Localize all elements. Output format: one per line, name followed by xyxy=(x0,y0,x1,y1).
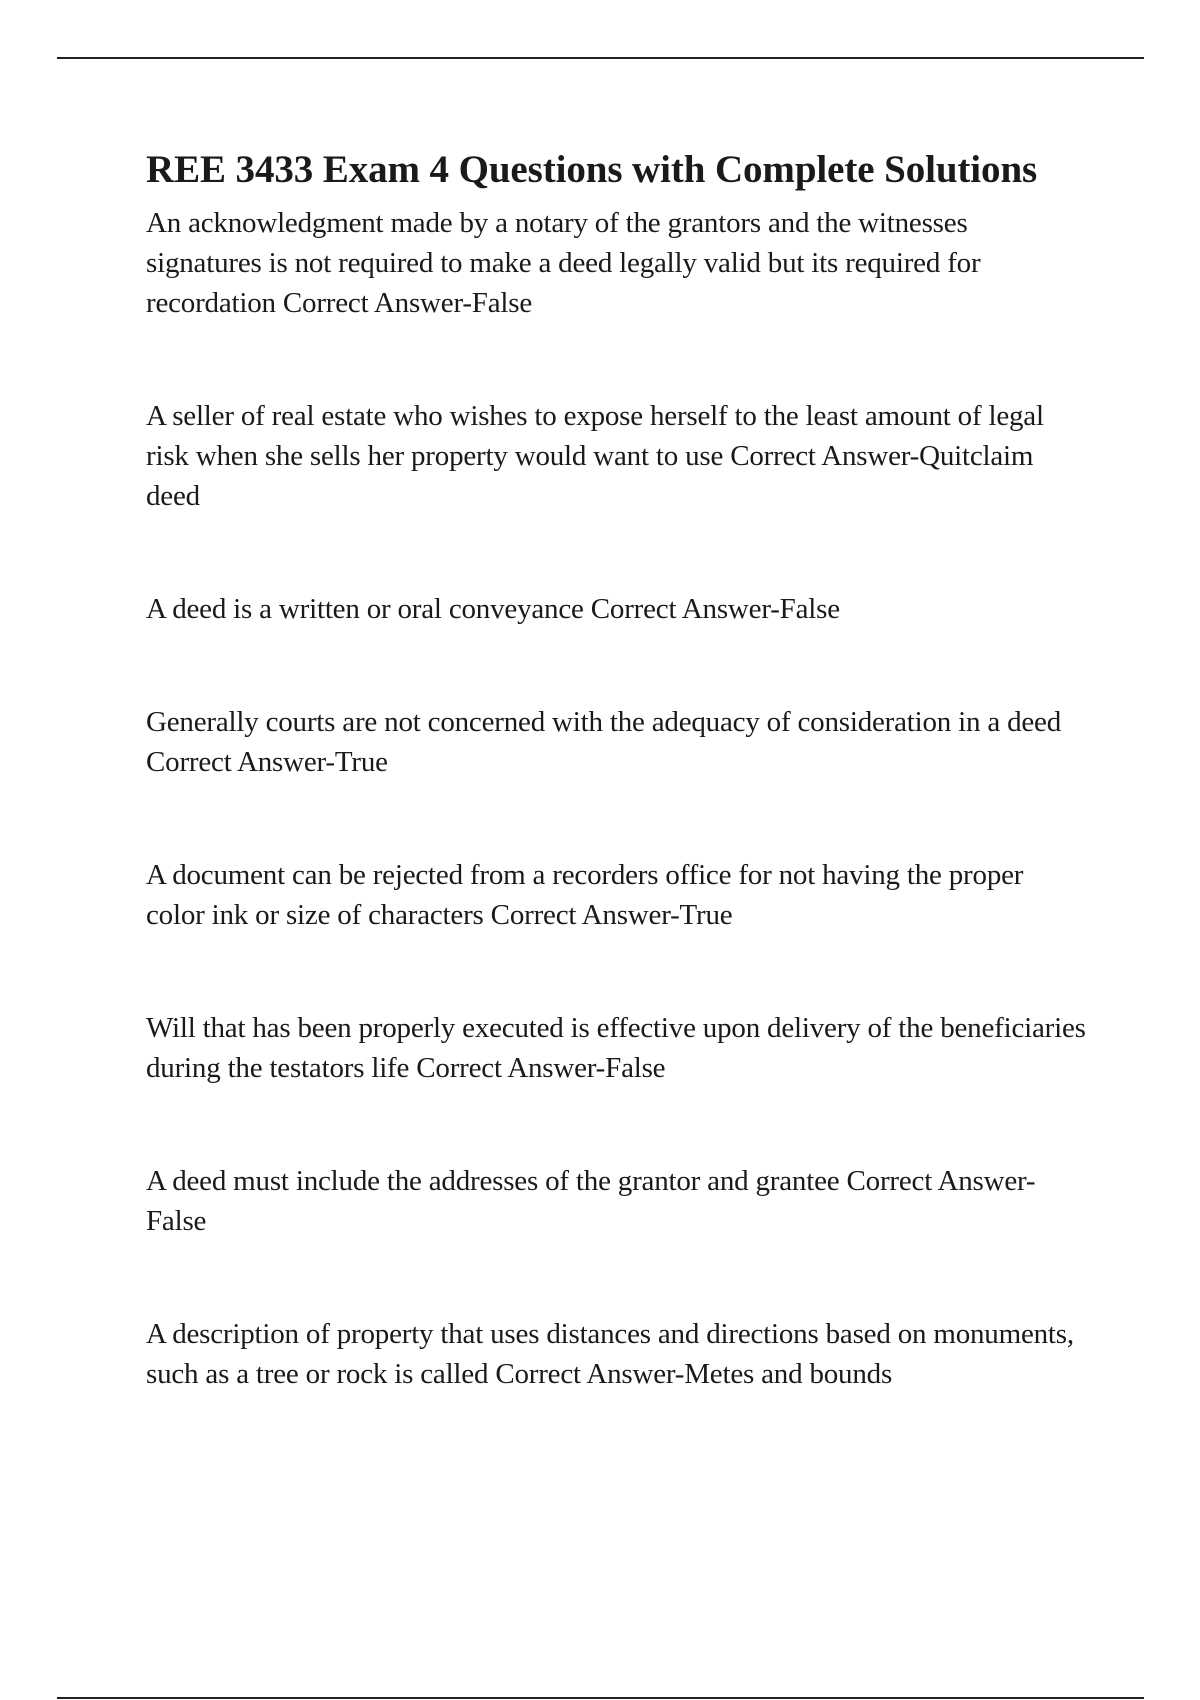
answer-text: Correct Answer-False xyxy=(146,1165,1036,1237)
qa-item xyxy=(146,396,1086,516)
qa-list xyxy=(146,203,1086,1394)
answer-text: Correct Answer-True xyxy=(146,746,388,778)
question-text: A seller of real estate who wishes to expose herself to the least amount of legal risk when she sells her property would want to use xyxy=(146,400,1044,472)
answer-text: Correct Answer-False xyxy=(282,287,533,319)
question-text: A description of property that uses distances and directions based on monuments, such as a tree or rock is called xyxy=(146,1318,1074,1390)
question-text: Will that has been properly executed is effective upon delivery of the beneficiaries during the testators life xyxy=(146,1012,1086,1084)
document-body xyxy=(146,144,1086,1394)
question-text: A deed is a written or oral conveyance xyxy=(146,593,584,625)
answer-text: Correct Answer-Quitclaim deed xyxy=(146,440,1034,512)
qa-item xyxy=(146,589,1086,629)
question-text: An acknowledgment made by a notary of the grantors and the witnesses signatures is not required to make a deed legally valid but its required for recordation xyxy=(146,207,981,319)
question-text: A deed must include the addresses of the grantor and grantee xyxy=(146,1165,840,1197)
question-text: A document can be rejected from a recorders office for not having the proper color ink or size of characters xyxy=(146,859,1024,931)
document-title: REE 3433 Exam 4 Questions with Complete Solutions xyxy=(146,148,1038,191)
top-divider xyxy=(57,57,1144,59)
answer-text: Correct Answer-False xyxy=(416,1052,666,1084)
bottom-divider xyxy=(57,1697,1144,1699)
answer-text: Correct Answer-True xyxy=(490,899,733,931)
answer-text: Correct Answer-False xyxy=(590,593,840,625)
answer-text: Correct Answer-Metes and bounds xyxy=(495,1358,893,1390)
qa-item xyxy=(146,203,1086,323)
qa-item xyxy=(146,855,1086,935)
qa-item xyxy=(146,1008,1086,1088)
qa-item xyxy=(146,702,1086,782)
qa-item xyxy=(146,1161,1086,1241)
question-text: Generally courts are not concerned with the adequacy of consideration in a deed xyxy=(146,706,1062,738)
qa-item xyxy=(146,1314,1086,1394)
